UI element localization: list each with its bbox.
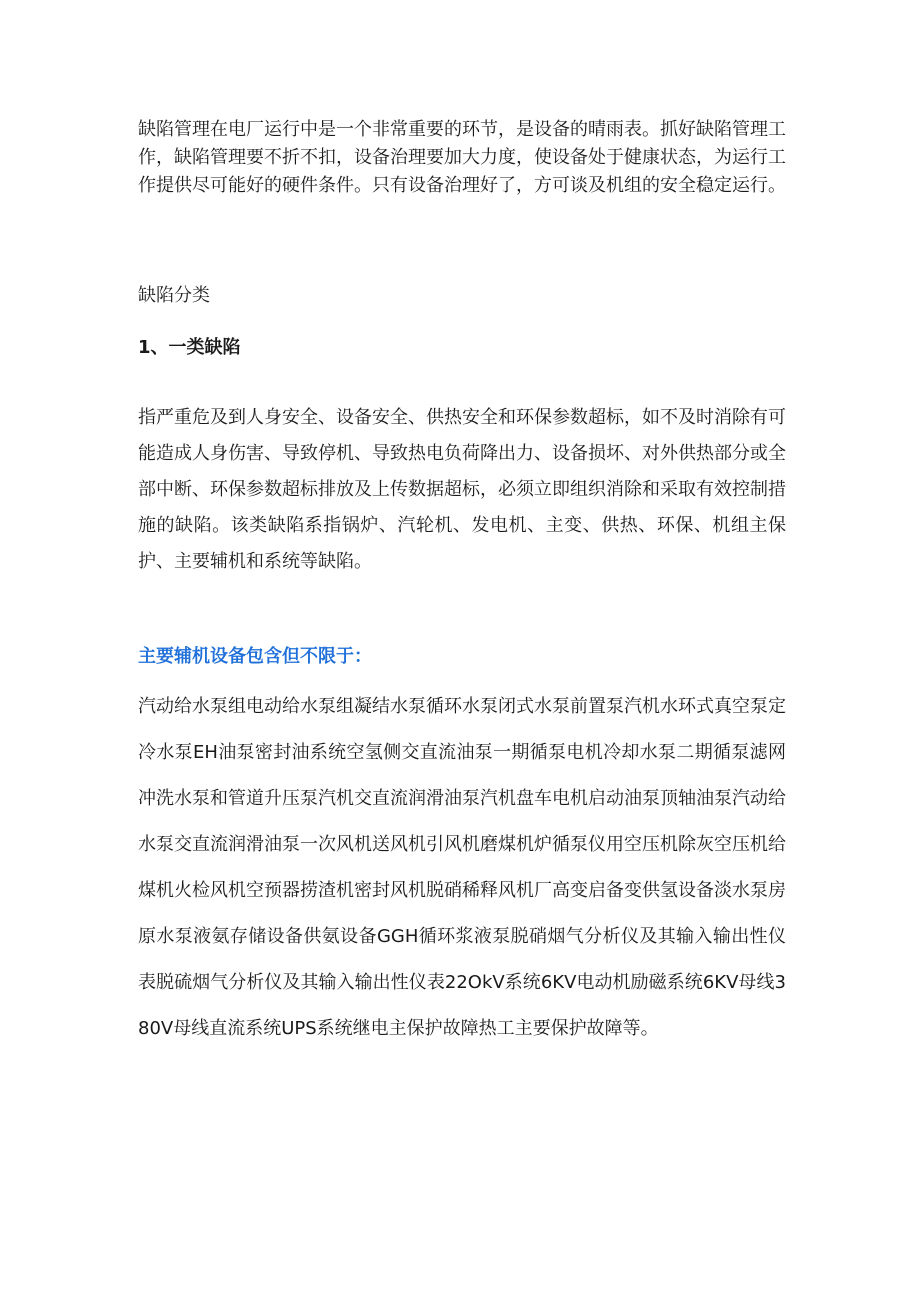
intro-paragraph: 缺陷管理在电厂运行中是一个非常重要的环节，是设备的晴雨表。抓好缺陷管理工作，缺陷管理要不折不扣，设备治理要加大力度，使设备处于健康状态，为运行工作提供尽可能好的硬件条件。只有设备治理好了，方可谈及机组的安全稳定运行。	[138, 119, 786, 196]
equipment-list: 汽动给水泵组电动给水泵组凝结水泵循环水泵闭式水泵前置泵汽机水环式真空泵定冷水泵EH油泵密封油系统空氢侧交直流油泵一期循泵电机冷却水泵二期循泵滤网冲洗水泵和管道升压泵汽机交直流润滑油泵汽机盘车电机启动油泵顶轴油泵汽动给水泵交直流润滑油泵一次风机送风机引风机磨煤机炉循泵仪用空压机除灰空压机给煤机火检风机空预器捞渣机密封风机脱硝稀释风机厂高变启备变供氢设备淡水泵房原水泵液氨存储设备供氨设备GGH循环浆液泵脱硝烟气分析仪及其输入输出性仪表脱硫烟气分析仪及其输入输出性仪表22OkV系统6KV电动机励磁系统6KV母线380V母线直流系统UPS系统继电主保护故障热工主要保护故障等。	[138, 696, 786, 1039]
section-heading: 缺陷分类	[138, 285, 210, 306]
category-1-definition: 指严重危及到人身安全、设备安全、供热安全和环保参数超标，如不及时消除有可能造成人身伤害、导致停机、导致热电负荷降出力、设备损坏、对外供热部分或全部中断、环保参数超标排放及上传数据超标，必须立即组织消除和采取有效控制措施的缺陷。该类缺陷系指锅炉、汽轮机、发电机、主变、供热、环保、机组主保护、主要辅机和系统等缺陷。	[138, 407, 786, 572]
category-1-title: 1、一类缺陷	[138, 337, 241, 358]
equipment-heading: 主要辅机设备包含但不限于：	[138, 646, 372, 667]
